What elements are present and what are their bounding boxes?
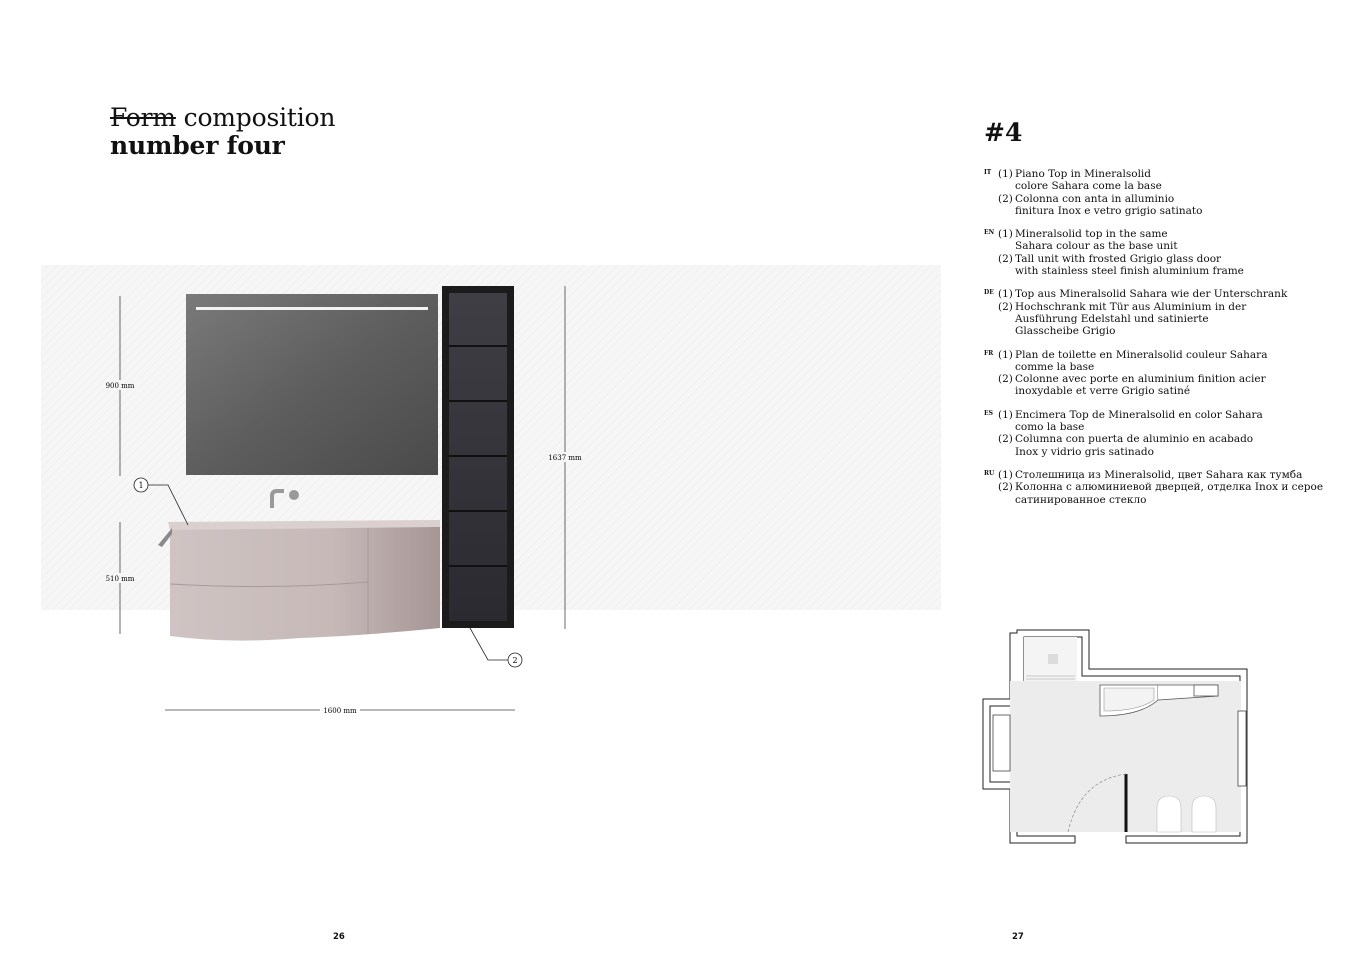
- item-number: (1): [998, 288, 1013, 301]
- title-struck-word: Form: [110, 103, 176, 132]
- mirror: [186, 294, 438, 475]
- item-number: (1): [998, 168, 1013, 180]
- dim-label-width: 1600 mm: [323, 707, 357, 715]
- language-code: FR: [984, 349, 994, 357]
- item-number: (2): [998, 481, 1013, 494]
- composition-number: #4: [984, 118, 1023, 147]
- callout-2: [470, 628, 522, 667]
- title-line-2: number four: [110, 131, 285, 160]
- callout-1-label: 1: [138, 481, 144, 490]
- item-text: Encimera Top de Mineralsolid en color Sahara: [1015, 408, 1263, 421]
- item-text: Colonna con anta in alluminio: [1015, 192, 1175, 205]
- page-number-right: 27: [1012, 932, 1024, 942]
- dim-label-total: 1637 mm: [548, 454, 582, 462]
- item-text: Plan de toilette en Mineralsolid couleur Sahara: [1015, 348, 1268, 361]
- item-text: Glasscheibe Grigio: [1015, 325, 1116, 338]
- item-text: Colonne avec porte en aluminium finition acier: [1015, 373, 1266, 386]
- dim-label-mirror: 900 mm: [105, 382, 135, 390]
- item-text: сатинированное стекло: [1015, 493, 1147, 506]
- item-text: comme la base: [1015, 360, 1095, 373]
- item-text: Mineralsolid top in the same: [1015, 228, 1168, 241]
- item-text: Top aus Mineralsolid Sahara wie der Unterschrank: [1015, 288, 1288, 301]
- item-number: (2): [998, 192, 1013, 205]
- item-text: Inox y vidrio gris satinado: [1015, 445, 1154, 458]
- item-text: Columna con puerta de aluminio en acabado: [1015, 433, 1254, 446]
- title-word: composition: [183, 103, 336, 132]
- vanity-base: [158, 520, 440, 641]
- item-text: como la base: [1015, 421, 1085, 434]
- dim-label-base: 510 mm: [105, 575, 135, 583]
- item-text: inoxydable et verre Grigio satiné: [1015, 385, 1191, 398]
- tall-column: [442, 286, 514, 628]
- item-number: (2): [998, 433, 1013, 446]
- language-code: IT: [984, 169, 992, 176]
- item-number: (1): [998, 408, 1013, 421]
- item-number: (1): [998, 228, 1013, 241]
- item-text: Ausführung Edelstahl und satinierte: [1015, 312, 1209, 325]
- callout-2-label: 2: [512, 656, 518, 665]
- item-text: finitura Inox e vetro grigio satinato: [1015, 204, 1203, 217]
- language-code: DE: [984, 289, 994, 297]
- item-number: (1): [998, 468, 1013, 481]
- item-text: with stainless steel finish aluminium frame: [1015, 265, 1244, 278]
- item-text: Piano Top in Mineralsolid: [1015, 168, 1152, 180]
- item-number: (2): [998, 252, 1013, 265]
- floor-plan: [983, 630, 1247, 843]
- language-code: EN: [984, 229, 995, 237]
- item-number: (2): [998, 300, 1013, 313]
- language-code: ES: [984, 409, 993, 417]
- item-text: Hochschrank mit Tür aus Aluminium in der: [1015, 300, 1247, 313]
- item-text: Колонна с алюминиевой дверцей, отделка Inox и серое: [1015, 481, 1324, 494]
- language-code: RU: [984, 469, 995, 477]
- item-text: colore Sahara come la base: [1015, 180, 1162, 193]
- item-text: Столешница из Mineralsolid, цвет Sahara как тумба: [1015, 468, 1303, 481]
- page-number-left: 26: [333, 932, 345, 942]
- item-text: Sahara colour as the base unit: [1015, 240, 1178, 253]
- mirror-light-strip: [196, 307, 428, 310]
- item-number: (2): [998, 373, 1013, 386]
- item-number: (1): [998, 348, 1013, 361]
- item-text: Tall unit with frosted Grigio glass door: [1015, 252, 1222, 265]
